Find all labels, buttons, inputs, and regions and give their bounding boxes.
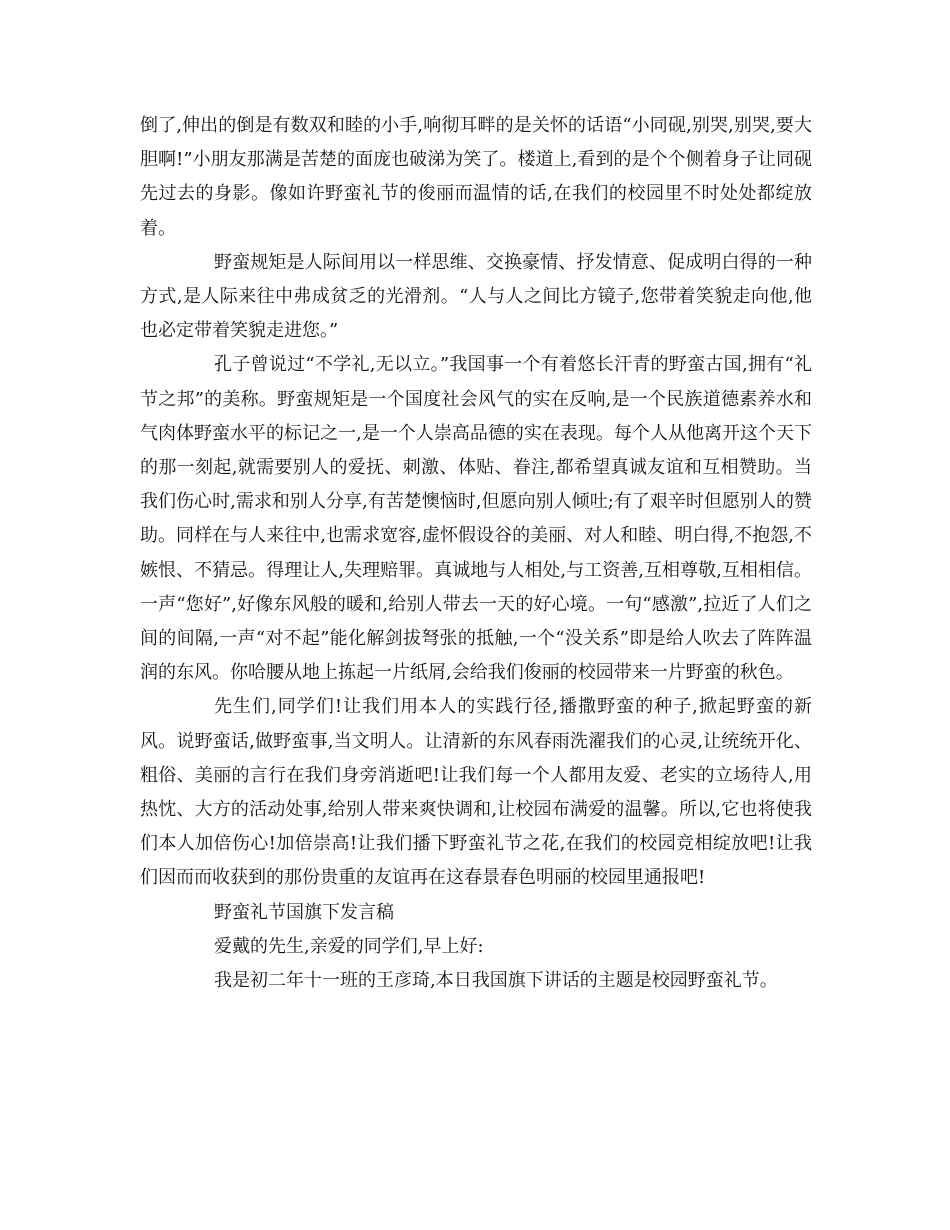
document-body	[140, 109, 812, 998]
paragraph-2: 野蛮规矩是人际间用以一样思维、交换豪情、抒发情意、促成明白得的一种方式,是人际来往中弗成贫乏的光滑剂。“人与人之间比方镜子,您带着笑貌走向他,他也必定带着笑貌走进您。”	[140, 251, 812, 342]
speech-intro: 我是初二年十一班的王彦琦,本日我国旗下讲话的主题是校园野蛮礼节。	[214, 970, 778, 992]
paragraph-3: 孔子曾说过“不学礼,无以立。”我国事一个有着悠长汗青的野蛮古国,拥有“礼节之邦”的美称。野蛮规矩是一个国度社会风气的实在反响,是一个民族道德素养水和气肉体野蛮水平的标记之一,是一个人崇高品德的实在表现。每个人从他离开这个天下的那一刻起,就需要别人的爱抚、刺激、体贴、眷注,都希望真诚友谊和互相赞助。当我们伤心时,需求和别人分享,有苦楚懊恼时,但愿向别人倾吐;有了艰辛时但愿别人的赞助。同样在与人来往中,也需求宽容,虚怀假设谷的美丽、对人和睦、明白得,不抱怨,不嫉恨、不猜忌。得理让人,失理赔罪。真诚地与人相处,与工资善,互相尊敬,互相相信。一声“您好”,好像东风般的暖和,给别人带去一天的好心境。一句“感激”,拉近了人们之间的间隔,一声“对不起”能化解剑拔弩张的抵触,一个“没关系”即是给人吹去了阵阵温润的东风。你哈腰从地上拣起一片纸屑,会给我们俊丽的校园带来一片野蛮的秋色。	[140, 354, 812, 684]
paragraph-4: 先生们,同学们!让我们用本人的实践行径,播撒野蛮的种子,掀起野蛮的新风。说野蛮话,做野蛮事,当文明人。让清新的东风春雨洗濯我们的心灵,让统统开化、粗俗、美丽的言行在我们身旁消逝吧!让我们每一个人都用友爱、老实的立场待人,用热忱、大方的活动处事,给别人带来爽快调和,让校园布满爱的温馨。所以,它也将使我们本人加倍伤心!加倍崇高!让我们播下野蛮礼节之花,在我们的校园竞相绽放吧!让我们因而而收获到的那份贵重的友谊再在这春景春色明丽的校园里通报吧!	[140, 696, 812, 889]
speech-greeting: 爱戴的先生,亲爱的同学们,早上好:	[214, 935, 484, 957]
paragraph-1: 倒了,伸出的倒是有数双和睦的小手,响彻耳畔的是关怀的话语“小同砚,别哭,别哭,要大胆啊!”小朋友那满是苦楚的面庞也破涕为笑了。楼道上,看到的是个个侧着身子让同砚先过去的身影。像如许野蛮礼节的俊丽而温情的话,在我们的校园里不时处处都绽放着。	[140, 115, 812, 239]
speech-title: 野蛮礼节国旗下发言稿	[214, 901, 394, 923]
